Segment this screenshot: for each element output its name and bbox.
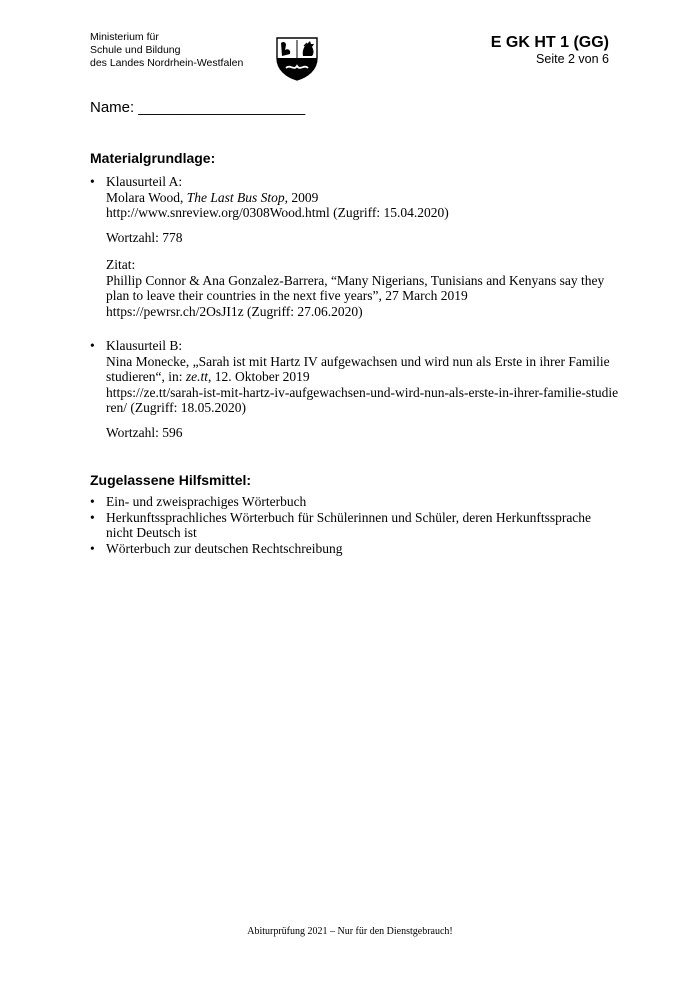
date: , 12. Oktober 2019 xyxy=(207,369,310,384)
list-item xyxy=(90,541,620,557)
publication: ze.tt xyxy=(185,369,208,384)
year: , 2009 xyxy=(284,189,319,205)
bullet: • xyxy=(90,540,95,556)
bullet: • xyxy=(90,509,95,525)
aid-text: Ein- und zweisprachiges Wörterbuch xyxy=(106,494,307,509)
part-b-word-count: Wortzahl: 596 xyxy=(106,424,183,440)
ministry-line: des Landes Nordrhein-Westfalen xyxy=(90,57,244,69)
name-field[interactable]: Name: ____________________ xyxy=(90,99,306,116)
aid-text: Herkunftssprachliches Wörterbuch für Schülerinnen und Schüler, deren Herkunftssprache nicht Deutsch ist xyxy=(106,509,592,540)
footer-note: Abiturprüfung 2021 – Nur für den Dienstgebrauch! xyxy=(247,926,453,937)
part-a-url: http://www.snreview.org/0308Wood.html (Zugriff: 15.04.2020) xyxy=(106,205,449,220)
author: Molara Wood, xyxy=(106,189,187,205)
bullet: • xyxy=(90,174,95,189)
part-a-label: Klausurteil A: xyxy=(106,174,183,189)
part-a-word-count: Wortzahl: 778 xyxy=(106,229,183,245)
quote-label: Zitat: xyxy=(106,257,136,272)
story-title: The Last Bus Stop xyxy=(186,189,285,205)
part-b-label: Klausurteil B: xyxy=(106,338,183,353)
list-item-part-a xyxy=(90,174,620,319)
aid-text: Wörterbuch zur deutschen Rechtschreibung xyxy=(106,540,343,556)
ministry-line: Schule und Bildung xyxy=(90,44,181,56)
part-a-source xyxy=(106,190,620,206)
quote-source: Phillip Connor & Ana Gonzalez-Barrera, “Many Nigerians, Tunisians and Kenyans say they plan to leave their countries in the next five years”, 27 March 2019 xyxy=(106,272,605,303)
source-text: Nina Monecke, „Sarah ist mit Hartz IV aufgewachsen und wird nun als Erste in ihrer Familie studieren“, in: xyxy=(106,353,610,384)
bullet: • xyxy=(90,338,95,353)
part-b-source xyxy=(106,354,620,385)
exam-code-block xyxy=(491,33,609,67)
aids-list xyxy=(90,494,620,556)
page-indicator: Seite 2 von 6 xyxy=(536,52,609,66)
materials-list xyxy=(90,174,620,440)
nrw-crest-icon xyxy=(272,32,322,82)
list-item xyxy=(90,494,620,510)
bullet: • xyxy=(90,494,95,509)
quote-url: https://pewrsr.ch/2OsJI1z (Zugriff: 27.06.2020) xyxy=(106,303,363,319)
list-item xyxy=(90,510,620,541)
aids-heading: Zugelassene Hilfsmittel: xyxy=(90,472,252,488)
material-heading: Materialgrundlage: xyxy=(90,150,216,166)
list-item-part-b xyxy=(90,338,620,440)
exam-code: E GK HT 1 (GG) xyxy=(490,34,609,51)
ministry-line: Ministerium für xyxy=(90,31,159,43)
ministry-name xyxy=(90,31,243,70)
part-b-url: https://ze.tt/sarah-ist-mit-hartz-iv-aufgewachsen-und-wird-nun-als-erste-in-ihrer-familie-studieren/ (Zugriff: 18.05.2020) xyxy=(106,384,619,415)
